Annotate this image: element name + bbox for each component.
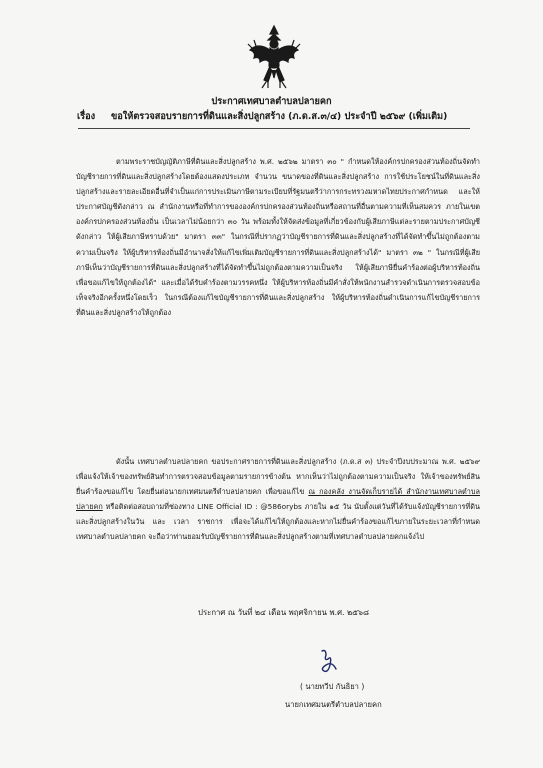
office-location: ณ กองคลัง งานจัดเก็บรายได้ สำนักงานเทศบาลตำบลปลายคก (76, 487, 480, 512)
subject-text: ขอให้ตรวจสอบรายการที่ดินและสิ่งปลูกสร้าง (ภ.ด.ส.๓/๔) ประจำปี ๒๕๖๙ (เพิ่มเติม) (111, 111, 448, 122)
title-divider (78, 128, 470, 129)
subject-line (77, 111, 517, 123)
body-paragraph-1: ตามพระราชบัญญัติภาษีที่ดินและสิ่งปลูกสร้าง พ.ศ. ๒๕๖๒ มาตรา ๓๐ " กำหนดให้องค์กรปกครองส่วนท้องถิ่นจัดทำบัญชีรายการที่ดินและสิ่งปลูกสร้างโดยต้องแสดงประเภท จำนวน ขนาดของที่ดินและสิ่งปลูกสร้าง การใช้ประโยชน์ในที่ดินและสิ่งปลูกสร้างและรายละเอียดอื่นที่จำเป็นแก่การประเมินภาษีตามระเบียบที่รัฐมนตรีว่าการกระทรวงมหาดไทยประกาศกำหนด และให้ประกาศบัญชีดังกล่าว ณ สำนักงานหรือที่ทำการขององค์กรปกครองส่วนท้องถิ่นหรือสถานที่อื่นตามความที่เห็นสมควร ภายในเขตองค์กรปกครองส่วนท้องถิ่น เป็นเวลาไม่น้อยกว่า ๓๐ วัน พร้อมทั้งให้จัดส่งข้อมูลที่เกี่ยวข้องกับผู้เสียภาษีแต่ละรายตามประกาศบัญชีดังกล่าว ให้ผู้เสียภาษีทราบด้วย" มาตรา ๓๓" ในกรณีที่ปรากฏว่าบัญชีรายการที่ดินและสิ่งปลูกสร้างที่ได้จัดทำขึ้นไม่ถูกต้องตามความเป็นจริง ให้ผู้บริหารท้องถิ่นมีอำนาจสั่งให้แก้ไขเพิ่มเติมบัญชีรายการที่ดินและสิ่งปลูกสร้างได้" มาตรา ๓๒ " ในกรณีที่ผู้เสียภาษีเห็นว่าบัญชีรายการที่ดินและสิ่งปลูกสร้างที่ได้จัดทำขึ้นไม่ถูกต้องตามความเป็นจริง ให้ผู้เสียภาษียื่นคำร้องต่อผู้บริหารท้องถิ่นเพื่อขอแก้ไขให้ถูกต้องได้" และเมื่อได้รับคำร้องตามวรรคหนึ่ง ให้ผู้บริหารท้องถิ่นมีคำสั่งให้พนักงานสำรวจดำเนินการตรวจสอบข้อเท็จจริงอีกครั้งหนึ่งโดยเร็ว ในกรณีต้องแก้ไขบัญชีรายการที่ดินและสิ่งปลูกสร้าง ให้ผู้บริหารท้องถิ่นดำเนินการแก้ไขบัญชีรายการที่ดินและสิ่งปลูกสร้างให้ถูกต้อง (76, 157, 480, 317)
signer-position: นายกเทศมนตรีตำบลปลายคก (285, 700, 382, 709)
subject-label: เรื่อง (77, 111, 96, 122)
body-paragraph-2 (76, 454, 480, 545)
announce-date: ประกาศ ณ วันที่ ๒๔ เดือน พฤศจิกายน พ.ศ. ๒๕๖๘ (198, 608, 370, 617)
garuda-emblem-icon (246, 22, 302, 90)
signer-name: ( นายทวีป กันธิยา ) (300, 682, 365, 691)
announcement-title: ประกาศเทศบาลตำบลปลายคก (211, 96, 332, 107)
paragraph-2-rest: หรือติดต่อสอบถามที่ช่องทาง LINE Official ID : @586orybs ภายใน ๑๕ วัน นับตั้งแต่วันที่ได้รับแจ้งบัญชีรายการที่ดินและสิ่งปลูกสร้างในวัน และ เวลา ราชการ เพื่อจะได้แก้ไขให้ถูกต้องและหากไม่ยื่นคำร้องขอแก้ไขภายในระยะเวลาที่กำหนดเทศบาลตำบลปลายคก จะถือว่าท่านยอมรับบัญชีรายการที่ดินและสิ่งปลูกสร้างตามที่เทศบาลตำบลปลายคกแจ้งไป (76, 502, 480, 542)
paragraph-2-intro: ดังนั้น เทศบาลตำบลปลายคก ขอประกาศรายการที่ดินและสิ่งปลูกสร้าง (ภ.ด.ส ๓) ประจำปีงบประมาณ พ.ศ. ๒๕๖๙ เพื่อแจ้งให้เจ้าของทรัพย์สินทำการตรวจสอบข้อมูลตามรายการข้างต้น หากเห็นว่าไม่ถูกต้องตามความเป็นจริง ให้เจ้าของทรัพย์สินยื่นคำร้องขอแก้ไข โดยยื่นต่อนายกเทศมนตรีตำบลปลายคก เพื่อขอแก้ไข (76, 457, 480, 497)
signature-icon (312, 647, 346, 677)
